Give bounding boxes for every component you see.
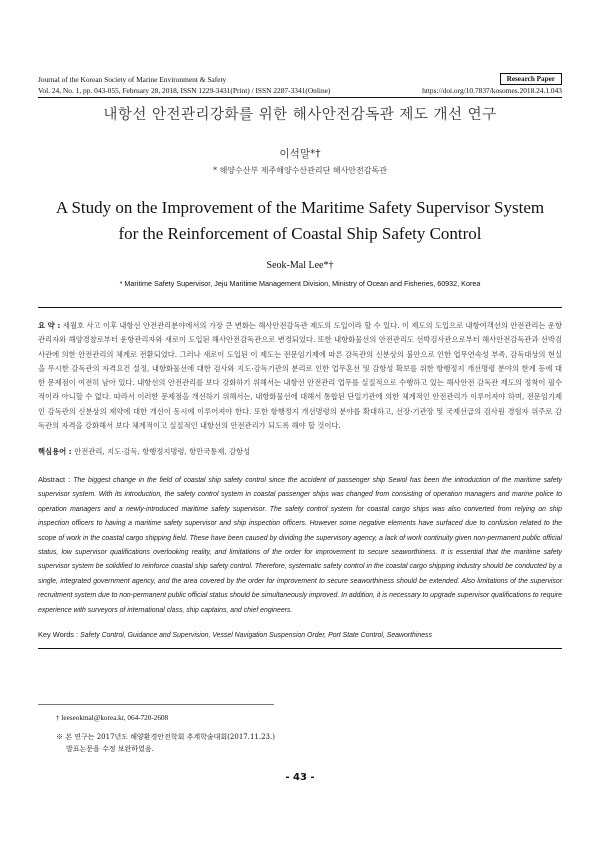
english-keywords xyxy=(38,630,562,639)
footnote-note-line2: 발표논문을 수정 보완하였음. xyxy=(66,745,154,753)
english-title xyxy=(40,195,560,247)
page-number: - 43 - xyxy=(285,772,315,783)
english-abstract xyxy=(38,473,562,618)
article-type-badge: Research Paper xyxy=(500,73,562,85)
english-abstract-label: Abstract : xyxy=(38,475,74,484)
korean-abstract xyxy=(38,319,562,433)
volume-line xyxy=(38,86,562,95)
korean-affiliation: * 해양수산부 제주해양수산관리단 해사안전감독관 xyxy=(213,166,387,175)
abstract-top-rule xyxy=(38,307,562,308)
footnote-rule xyxy=(38,704,274,705)
abstract-bottom-rule xyxy=(38,648,562,649)
korean-abstract-text: 세월호 사고 이후 내항선 안전관리분야에서의 가장 큰 변화는 해사안전감독관 제도의 도입이라 할 수 있다. 이 제도의 도입으로 내항여객선의 안전관리는 운항관리자와 해양경찰로부터 운항관리자와 새로이 도입된 해사안전감독관으로 변경되었다. 또한 내항화물선의 안전관리도 선박검사관으로부터 해사안전감독관과 선박검사관에 의한 안전관리의 체계로 전환되었다. 그러나 새로이 도입된 이 제도는 전문임기제에 따른 감독관의 신분상의 불안으로 인한 업무연속성 부족, 감독대상의 현실을 무시한 감독관의 자격요건 설정, 내항화물선에 대한 검사와 지도·감독기관의 분리로 인한 업무혼선 및 감항성 확보를 위한 항행정지 개선명령 분야의 한계 등에 대한 문제점이 여전히 남아 있다. 내항선의 안전관리를 보다 강화하기 위해서는 내항선 안전관리 업무를 실질적으로 수행하고 있는 해사안전 감독관 제도의 정착이 필수적이라 아니할 수 없다. 따라서 이러한 문제점을 개선하기 위해서는, 내항화물선에 대해서 통합된 단일기관에 의한 체계적인 안전관리가 이루어져야 하며, 전문임기제인 감독관의 신분상의 제약에 대한 개선이 동시에 이루어져야 한다. 또한 항행정지 개선명령의 분야를 확대하고, 선장·기관장 및 국제선급의 검사원 경험자 위주로 감독관의 자격을 강화해서 보다 체계적이고 실질적인 내항선의 안전관리가 되도록 해야 할 것이다. xyxy=(38,321,563,431)
english-affiliation: * Maritime Safety Supervisor, Jeju Maritime Management Division, Ministry of Ocean and Fisheries, 60932, Korea xyxy=(119,279,481,288)
doi-link[interactable]: https://doi.org/10.7837/kosomes.2018.24.1.043 xyxy=(422,86,562,95)
korean-author: 이석말*† xyxy=(279,148,321,160)
english-keywords-label: Key Words : xyxy=(38,630,81,639)
english-keywords-text: Safety Control, Guidance and Supervision, Vessel Navigation Suspension Order, Port State Control, Seaworthiness xyxy=(80,632,432,639)
footnote-note xyxy=(56,731,275,755)
korean-keywords-label: 핵심용어 : xyxy=(38,447,75,456)
korean-title: 내항선 안전관리강화를 위한 해사안전감독관 제도 개선 연구 xyxy=(103,107,497,123)
english-title-line1: A Study on the Improvement of the Maritime Safety Supervisor System xyxy=(55,198,545,217)
english-title-line2: for the Reinforcement of Coastal Ship Safety Control xyxy=(118,224,482,243)
english-abstract-text: The biggest change in the field of coastal ship safety control since the accident of passenger ship Sewol has been the introduction of the maritime safety supervisor system. With its introduction, the safety control system in coastal passenger ships was changed from consisting of operation managers and marine police to operation managers and a newly-introduced maritime safety supervisor. The safety control system for coastal cargo ships was also converted from relying on ship inspection officers to having a maritime safety supervisor and ship inspection officers. However some negative elements have surfaced due to confusion related to the scope of work in the coastal cargo shipping field. These have been caused by dividing the supervisory agency, a lack of work continuity given non-permanent public official status, low supervisor qualifications overlooking reality, and limitations of the order for improvement to secure seaworthiness. It is essential that the maritime safety supervisor system be solidified to reinforce coastal ship safety control. Therefore, systematic safety control in the coastal cargo shipping industry should be conducted by a single, integrated government agency, and the area covered by the order for improvement to secure seaworthiness should be extended. Also limitations of the supervisor recruitment system due to non-permanent public official status should be simultaneously improved. In addition, it is necessary to upgrade supervisor qualifications to require experience with surveyors of international class, ship captains, and chief engineers. xyxy=(38,477,562,614)
footnote-contact: † leeseokmal@korea.kr, 064-720-2608 xyxy=(56,714,169,722)
english-author: Seok-Mal Lee*† xyxy=(266,260,334,271)
footnote-note-line1: ※ 본 연구는 2017년도 해양환경안전학회 추계학술대회(2017.11.23.) xyxy=(56,733,275,741)
korean-keywords xyxy=(38,447,562,457)
korean-abstract-label: 요 약 : xyxy=(38,321,63,330)
journal-name: Journal of the Korean Society of Marine Environment & Safety xyxy=(38,75,227,84)
volume-info: Vol. 24, No. 1, pp. 043-055, February 28, 2018, ISSN 1229-3431(Print) / ISSN 2287-3341(Online) xyxy=(38,86,331,95)
korean-keywords-text: 안전관리, 지도·감독, 항행정지명령, 항만국통제, 감항성 xyxy=(74,447,251,456)
header-rule xyxy=(38,97,562,98)
